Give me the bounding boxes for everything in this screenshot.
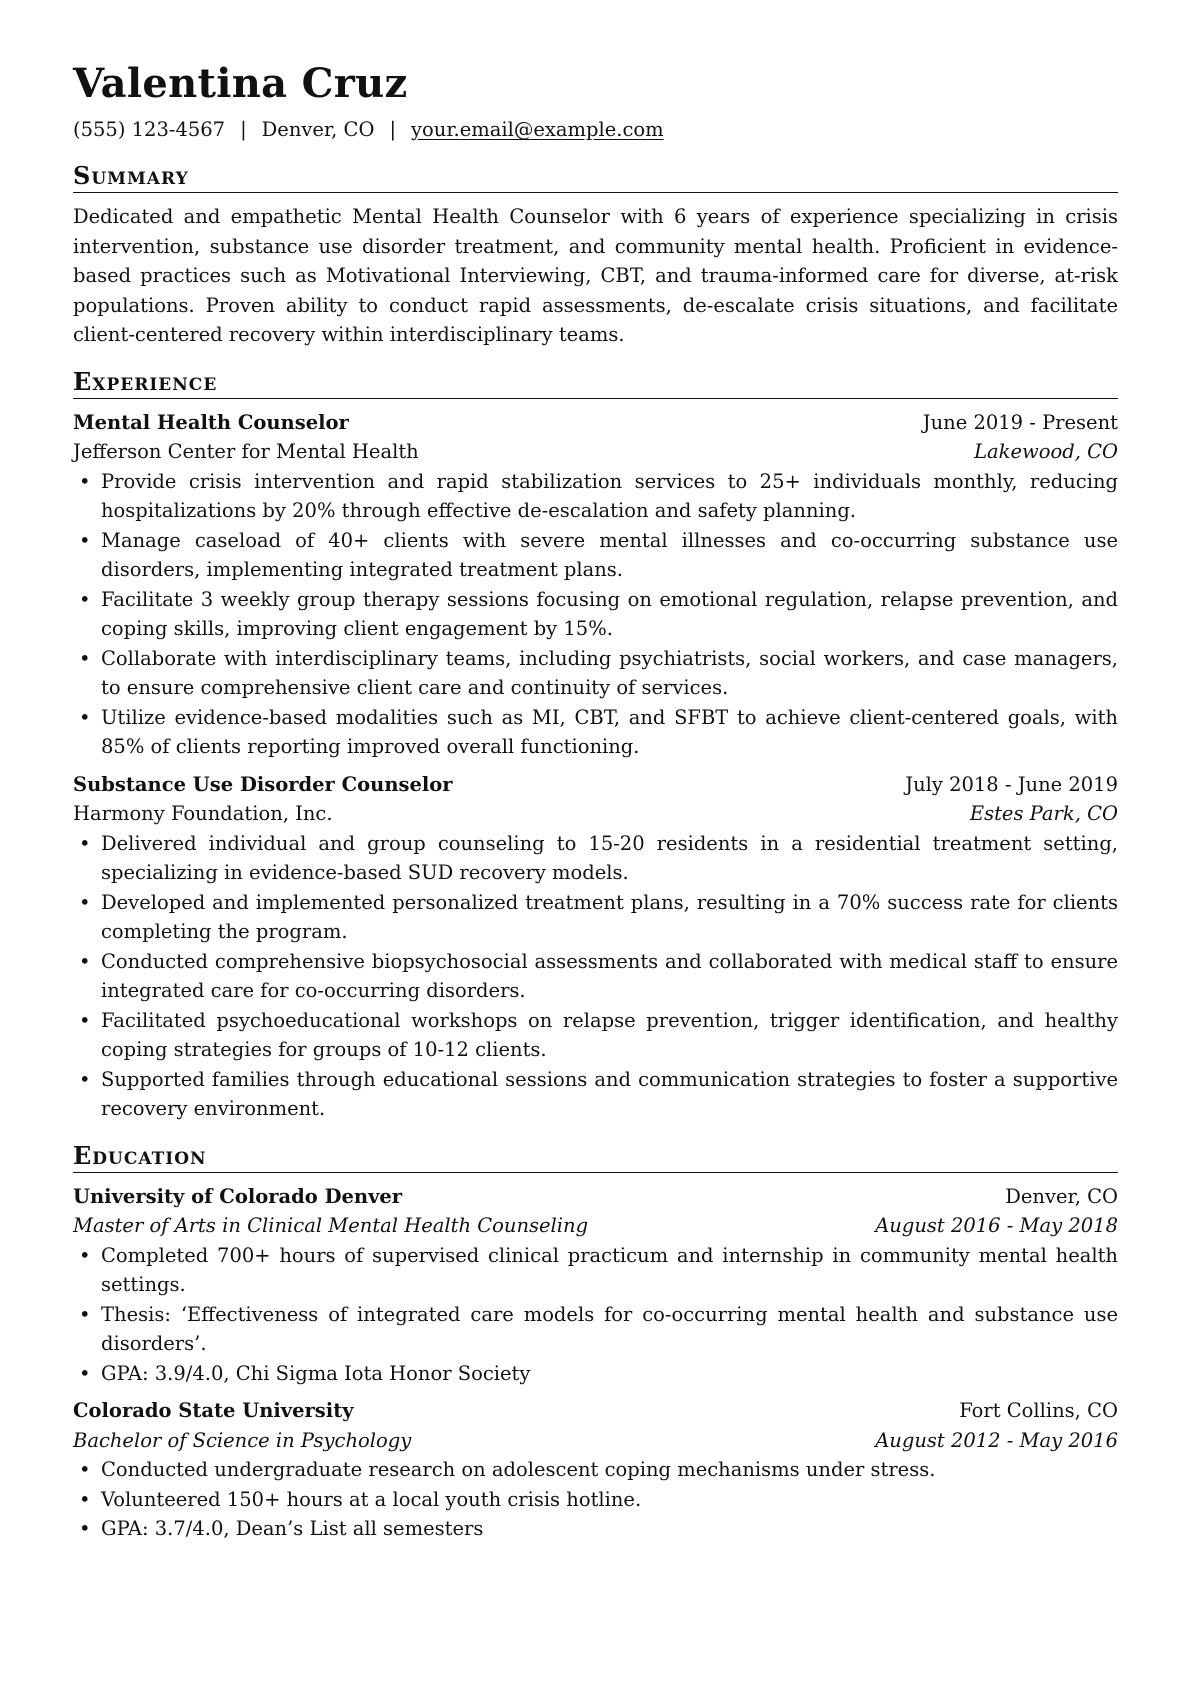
experience-section: [73, 368, 1118, 1124]
list-item: • Facilitated psychoeducational workshops on relapse prevention, trigger identification, and healthy coping strategies for groups of 10-12 clients.: [73, 1006, 1118, 1065]
job-location: Lakewood, CO: [974, 440, 1118, 463]
education-header: [73, 1182, 1118, 1212]
list-item: • Supported families through educational sessions and communication strategies to foster a supportive recovery environment.: [73, 1065, 1118, 1124]
education-subheader: [73, 1211, 1118, 1241]
list-item: • Developed and implemented personalized treatment plans, resulting in a 70% success rate for clients completing the program.: [73, 888, 1118, 947]
list-item: • Manage caseload of 40+ clients with severe mental illnesses and co-occurring substance use disorders, implementing integrated treatment plans.: [73, 526, 1118, 585]
list-item: • Delivered individual and group counseling to 15-20 residents in a residential treatment setting, specializing in evidence-based SUD recovery models.: [73, 829, 1118, 888]
location: Denver, CO: [261, 118, 375, 141]
job-location: Estes Park, CO: [969, 802, 1118, 825]
education-entry: [73, 1396, 1118, 1544]
contact-separator: |: [240, 118, 247, 141]
education-bullets: [73, 1241, 1118, 1389]
school-name: University of Colorado Denver: [73, 1184, 403, 1208]
section-title-summary: Summary: [73, 162, 1118, 193]
job-dates: June 2019 - Present: [922, 410, 1118, 434]
education-dates: August 2012 - May 2016: [875, 1428, 1118, 1452]
job-header: [73, 408, 1118, 438]
job-dates: July 2018 - June 2019: [905, 772, 1118, 796]
contact-separator: |: [389, 118, 397, 141]
summary-text: Dedicated and empathetic Mental Health Counselor with 6 years of experience specializing in crisis intervention, substance use disorder treatment, and community mental health. Proficient in evidence-based practices such as Motivational Interviewing, CBT, and trauma-informed care for diverse, at-risk populations. Proven ability to conduct rapid assessments, de-escalate crisis situations, and facilitate client-centered recovery within interdisciplinary teams.: [73, 205, 1118, 346]
list-item: • Facilitate 3 weekly group therapy sessions focusing on emotional regulation, relapse prevention, and coping skills, improving client engagement by 15%.: [73, 585, 1118, 644]
list-item: • Volunteered 150+ hours at a local youth crisis hotline.: [73, 1485, 1118, 1515]
school-name: Colorado State University: [73, 1399, 354, 1422]
email-link[interactable]: your.email@example.com: [411, 118, 664, 141]
school-location: Fort Collins, CO: [959, 1399, 1118, 1422]
job-subheader: [73, 437, 1118, 467]
education-section: [73, 1142, 1118, 1544]
contact-line: [73, 116, 1118, 144]
job-entry: [73, 770, 1118, 1124]
education-header: [73, 1396, 1118, 1426]
education-dates: August 2016 - May 2018: [875, 1214, 1118, 1237]
section-title-experience: Experience: [73, 368, 1118, 399]
education-bullets: [73, 1455, 1118, 1544]
degree: Bachelor of Science in Psychology: [73, 1428, 412, 1452]
job-organization: Jefferson Center for Mental Health: [73, 440, 419, 463]
list-item: • GPA: 3.7/4.0, Dean’s List all semesters: [73, 1514, 1118, 1544]
list-item: • Conducted undergraduate research on adolescent coping mechanisms under stress.: [73, 1455, 1118, 1485]
education-entry: [73, 1182, 1118, 1389]
job-role: Substance Use Disorder Counselor: [73, 772, 453, 796]
section-title-education: Education: [73, 1142, 1118, 1173]
list-item: • Provide crisis intervention and rapid stabilization services to 25+ individuals monthly, reducing hospitalizations by 20% through effective de-escalation and safety planning.: [73, 467, 1118, 526]
summary-section: [73, 162, 1118, 350]
job-bullets: [73, 467, 1118, 762]
job-role: Mental Health Counselor: [73, 410, 349, 434]
job-bullets: [73, 829, 1118, 1124]
school-location: Denver, CO: [1005, 1184, 1118, 1208]
job-entry: [73, 408, 1118, 762]
phone-number: (555) 123-4567: [73, 118, 226, 141]
list-item: • Collaborate with interdisciplinary teams, including psychiatrists, social workers, and case managers, to ensure comprehensive client care and continuity of services.: [73, 644, 1118, 703]
job-organization: Harmony Foundation, Inc.: [73, 802, 333, 825]
list-item: • GPA: 3.9/4.0, Chi Sigma Iota Honor Society: [73, 1359, 1118, 1389]
job-header: [73, 770, 1118, 800]
list-item: • Thesis: ‘Effectiveness of integrated care models for co-occurring mental health and substance use disorders’.: [73, 1300, 1118, 1359]
job-subheader: [73, 799, 1118, 829]
degree: Master of Arts in Clinical Mental Health Counseling: [73, 1214, 589, 1237]
candidate-name: Valentina Cruz: [73, 60, 408, 107]
list-item: • Utilize evidence-based modalities such as MI, CBT, and SFBT to achieve client-centered goals, with 85% of clients reporting improved overall functioning.: [73, 703, 1118, 762]
list-item: • Conducted comprehensive biopsychosocial assessments and collaborated with medical staff to ensure integrated care for co-occurring disorders.: [73, 947, 1118, 1006]
education-subheader: [73, 1426, 1118, 1456]
list-item: • Completed 700+ hours of supervised clinical practicum and internship in community mental health settings.: [73, 1241, 1118, 1300]
